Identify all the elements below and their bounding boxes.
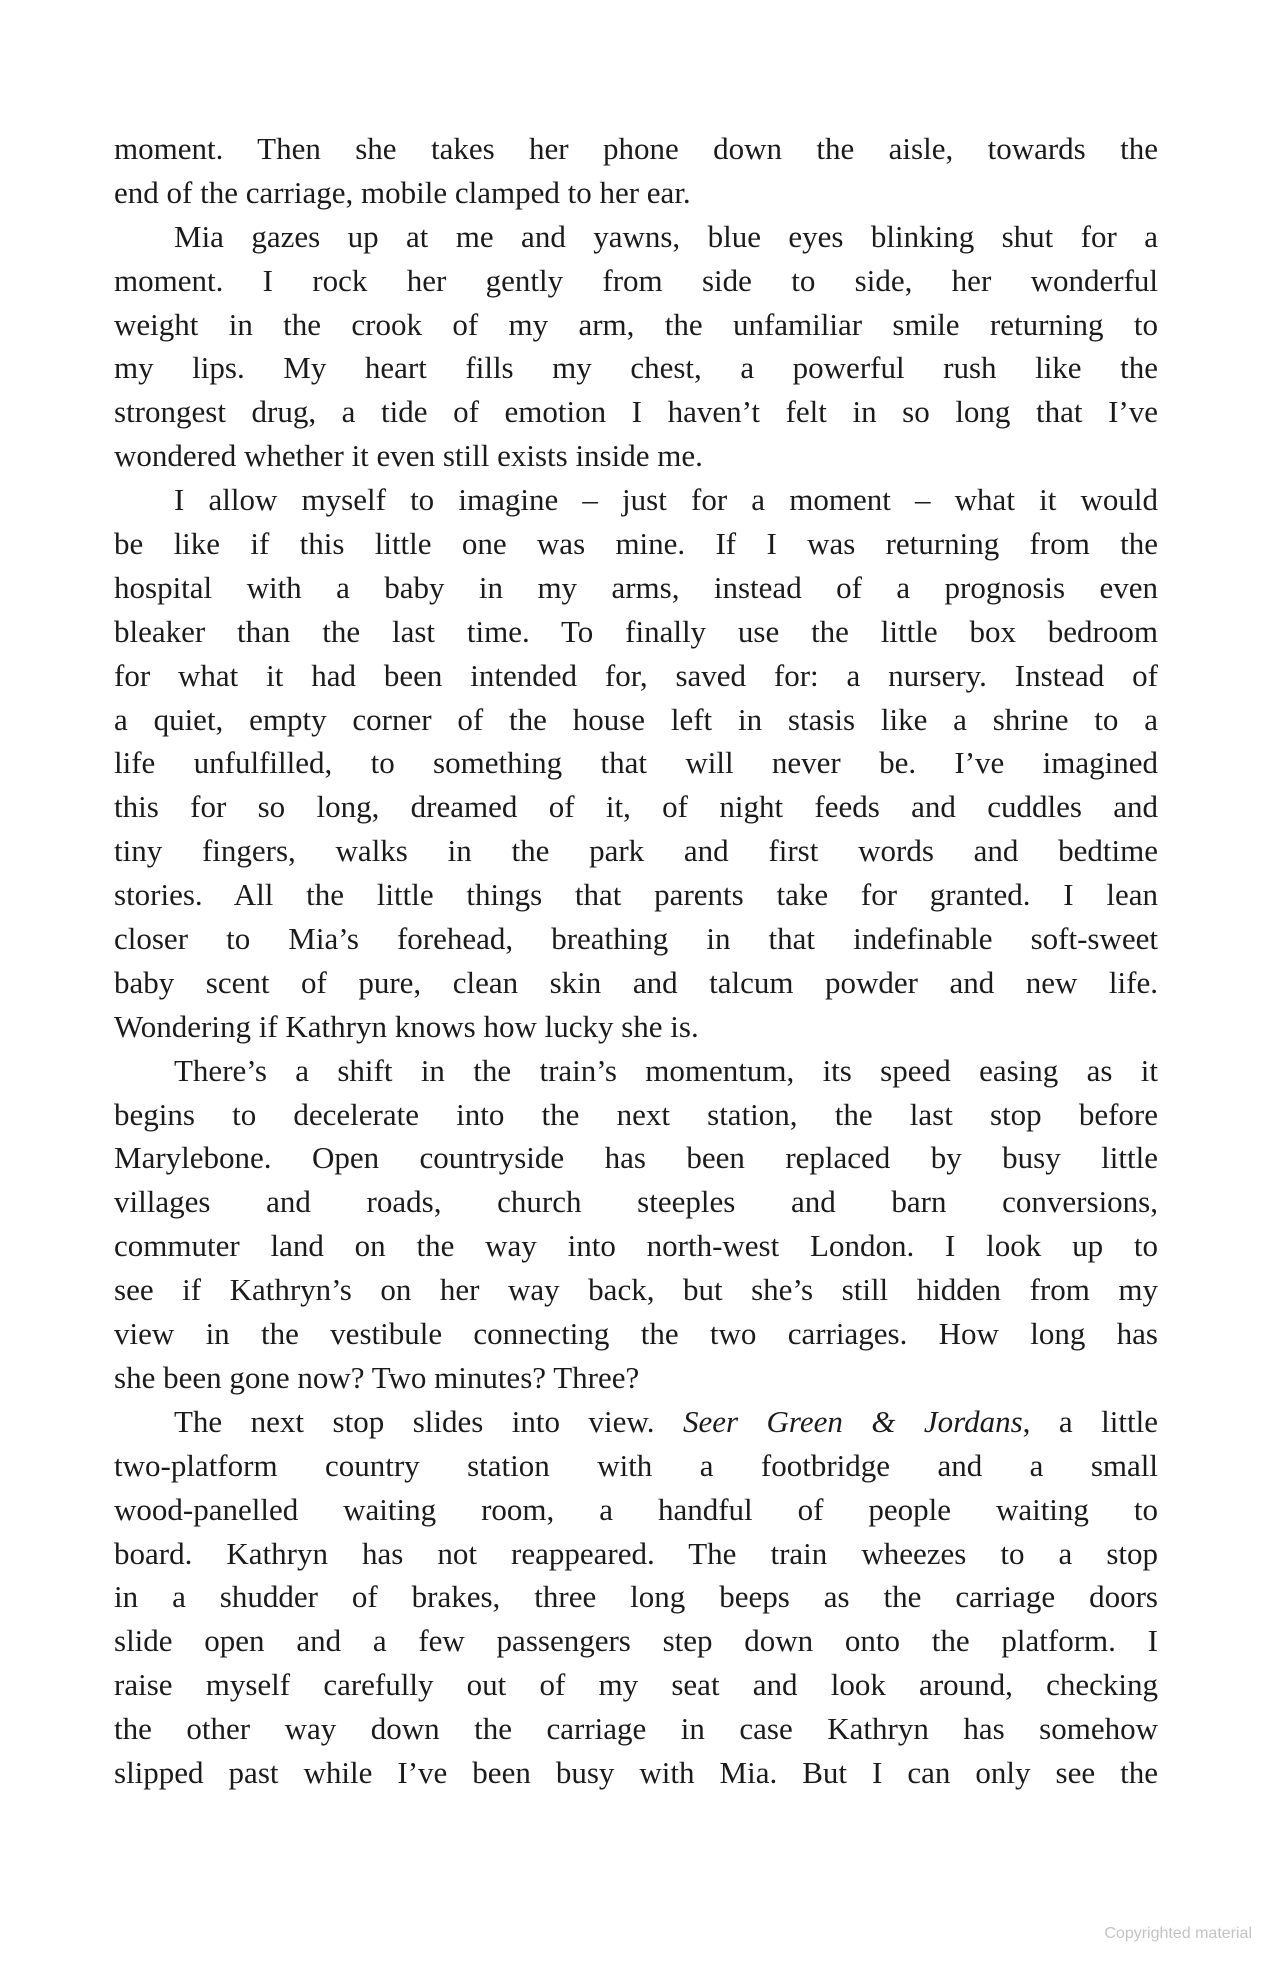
text-line: slipped past while I’ve been busy with Mia. But I can only see the: [114, 1754, 1158, 1790]
text-line: in a shudder of brakes, three long beeps as the carriage doors: [114, 1579, 1158, 1615]
text-line: weight in the crook of my arm, the unfamiliar smile returning to: [114, 306, 1158, 342]
paragraph: [114, 215, 1158, 478]
text-line: [114, 1400, 1158, 1444]
text-line: slide open and a few passengers step down onto the platform. I: [114, 1623, 1158, 1659]
station-name-italic: Seer Green & Jordans: [682, 1403, 1023, 1439]
text-line: begins to decelerate into the next station, the last stop before: [114, 1096, 1158, 1132]
paragraph: [114, 478, 1158, 1049]
text-line: There’s a shift in the train’s momentum, its speed easing as it: [174, 1052, 1158, 1088]
text-line: board. Kathryn has not reappeared. The train wheezes to a stop: [114, 1535, 1158, 1571]
text-line: closer to Mia’s forehead, breathing in that indefinable soft-sweet: [114, 921, 1158, 957]
text-line: moment. Then she takes her phone down the aisle, towards the: [114, 131, 1158, 166]
text-line: this for so long, dreamed of it, of night feeds and cuddles and: [114, 789, 1158, 825]
text-line: baby scent of pure, clean skin and talcum powder and new life.: [114, 964, 1158, 1000]
text-line: Mia gazes up at me and yawns, blue eyes blinking shut for a: [174, 218, 1158, 254]
text-line: two-platform country station with a footbridge and a small: [114, 1447, 1158, 1483]
paragraph: [114, 1400, 1158, 1795]
text-line: tiny fingers, walks in the park and first words and bedtime: [114, 833, 1158, 869]
body-text: [114, 127, 1158, 1795]
text-line: Marylebone. Open countryside has been replaced by busy little: [114, 1140, 1158, 1176]
text-line: for what it had been intended for, saved for: a nursery. Instead of: [114, 657, 1158, 693]
text-line: commuter land on the way into north-west London. I look up to: [114, 1228, 1158, 1264]
text-line: wondered whether it even still exists inside me.: [114, 438, 703, 474]
text-line: villages and roads, church steeples and barn conversions,: [114, 1184, 1158, 1220]
station-line-prefix: The next stop slides into view.: [174, 1403, 683, 1439]
text-line: she been gone now? Two minutes? Three?: [114, 1359, 640, 1395]
text-line: the other way down the carriage in case Kathryn has somehow: [114, 1711, 1158, 1747]
paragraph: [114, 1049, 1158, 1400]
text-line: life unfulfilled, to something that will never be. I’ve imagined: [114, 745, 1158, 781]
text-line: stories. All the little things that parents take for granted. I lean: [114, 877, 1158, 913]
text-line: wood-panelled waiting room, a handful of people waiting to: [114, 1491, 1158, 1527]
text-line: bleaker than the last time. To finally use the little box bedroom: [114, 613, 1158, 649]
text-line: my lips. My heart fills my chest, a powerful rush like the: [114, 350, 1158, 386]
text-line: Wondering if Kathryn knows how lucky she is.: [114, 1008, 699, 1044]
text-line: a quiet, empty corner of the house left in stasis like a shrine to a: [114, 701, 1158, 737]
text-line: end of the carriage, mobile clamped to her ear.: [114, 174, 691, 210]
text-line: strongest drug, a tide of emotion I haven’t felt in so long that I’ve: [114, 394, 1158, 430]
text-line: view in the vestibule connecting the two carriages. How long has: [114, 1316, 1158, 1352]
station-line-suffix: , a little: [1022, 1403, 1158, 1439]
text-line: moment. I rock her gently from side to side, her wonderful: [114, 262, 1158, 298]
paragraph: [114, 127, 1158, 215]
text-line: hospital with a baby in my arms, instead of a prognosis even: [114, 569, 1158, 605]
text-line: raise myself carefully out of my seat and look around, checking: [114, 1667, 1158, 1703]
copyright-watermark: Copyrighted material: [1104, 1925, 1252, 1942]
text-line: I allow myself to imagine – just for a moment – what it would: [174, 482, 1158, 518]
text-line: be like if this little one was mine. If I was returning from the: [114, 526, 1158, 562]
text-line: see if Kathryn’s on her way back, but she’s still hidden from my: [114, 1272, 1158, 1308]
